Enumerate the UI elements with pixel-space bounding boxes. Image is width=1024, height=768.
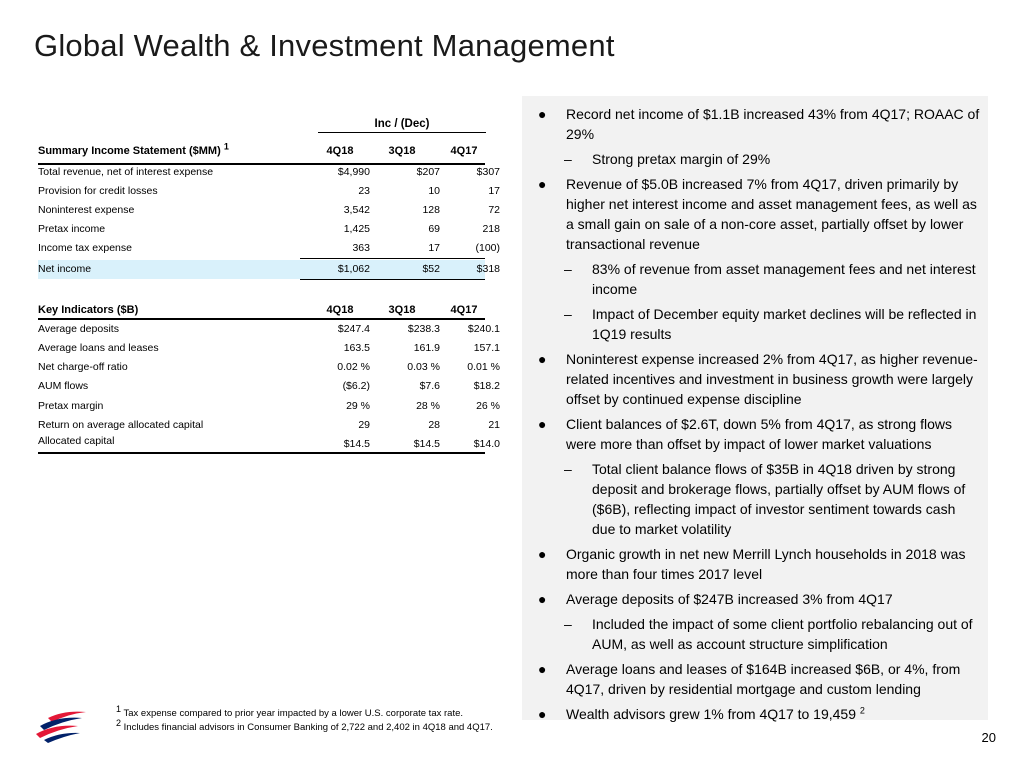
- commentary-panel: [522, 96, 988, 720]
- table-row: Noninterest expense 3,542 128 72: [38, 204, 500, 216]
- table-row: Income tax expense 363 17 (100): [38, 242, 500, 254]
- table-row: Pretax margin 29 % 28 % 26 %: [38, 400, 500, 412]
- divider: [300, 258, 485, 259]
- list-item: ● Client balances of $2.6T, down 5% from 4Q17, as strong flows were more than offset by impact of lower market valuations: [538, 416, 952, 452]
- table-row: Total revenue, net of interest expense $4,990 $207 $307: [38, 166, 500, 178]
- table-row: AUM flows ($6.2) $7.6 $18.2: [38, 380, 500, 392]
- page-title: Global Wealth & Investment Management: [34, 28, 615, 63]
- list-item: ● Record net income of $1.1B increased 43% from 4Q17; ROAAC of 29%: [538, 106, 980, 142]
- col-3q18: 3Q18: [388, 145, 416, 157]
- table-row: Return on average allocated capital 29 28 21: [38, 419, 500, 431]
- sub-list-item: – Included the impact of some client portfolio rebalancing out of AUM, as well as account structure simplification: [564, 616, 973, 652]
- col-3q18: 3Q18: [388, 304, 416, 316]
- list-item: ● Average loans and leases of $164B increased $6B, or 4%, from 4Q17, driven by residential mortgage and custom lending: [538, 661, 961, 697]
- flag-logo-icon: [34, 708, 90, 744]
- list-item: ● Noninterest expense increased 2% from 4Q17, as higher revenue-related incentives and investment in business growth were largely offset by continued expense discipline: [538, 351, 978, 407]
- income-table-title: Summary Income Statement ($MM) $^1$: [38, 141, 229, 157]
- bank-flag-logo: [34, 708, 90, 749]
- col-4q18: 4Q18: [326, 145, 354, 157]
- sub-list-item: – Total client balance flows of $35B in 4Q18 driven by strong deposit and brokerage flows, partially offset by AUM flows of ($6B), reflecting impact of investor sentiment towards cash due to market volatility: [564, 461, 966, 537]
- col-4q17: 4Q17: [450, 304, 478, 316]
- inc-dec-header: Inc / (Dec): [318, 118, 486, 133]
- table-row: Provision for credit losses 23 10 17: [38, 185, 500, 197]
- sub-list-item: – Strong pretax margin of 29%: [564, 151, 771, 167]
- sub-list-item: – 83% of revenue from asset management fees and net interest income: [564, 261, 976, 297]
- table-row: Allocated capital $14.5 $14.5 $14.0: [38, 435, 500, 450]
- divider: [38, 452, 485, 454]
- indicators-table-title: Key Indicators ($B): [38, 304, 139, 316]
- income-header-row: [38, 142, 488, 161]
- list-item: ● Wealth advisors grew 1% from 4Q17 to 19,459 $^2$: [538, 705, 865, 722]
- table-row: Pretax income 1,425 69 218: [38, 223, 500, 235]
- net-income-row: Net income $1,062 $52 $318: [38, 260, 485, 279]
- list-item: ● Average deposits of $247B increased 3% from 4Q17: [538, 591, 893, 607]
- divider: [38, 163, 485, 165]
- footnote-1: $^1$ Tax expense compared to prior year impacted by a lower U.S. corporate tax rate.: [116, 703, 464, 719]
- divider: [38, 318, 485, 320]
- table-row: Net charge-off ratio 0.02 % 0.03 % 0.01 %: [38, 361, 500, 373]
- col-4q17: 4Q17: [450, 145, 478, 157]
- table-row: Average deposits $247.4 $238.3 $240.1: [38, 323, 500, 335]
- sub-list-item: – Impact of December equity market declines will be reflected in 1Q19 results: [564, 306, 977, 342]
- bullet-list: [522, 104, 988, 729]
- divider: [300, 279, 485, 280]
- footnote-2: $^2$ Includes financial advisors in Consumer Banking of 2,722 and 2,402 in 4Q18 and 4Q17.: [116, 717, 493, 733]
- page-number: 20: [981, 730, 996, 745]
- table-row: Average loans and leases 163.5 161.9 157.1: [38, 342, 500, 354]
- list-item: ● Revenue of $5.0B increased 7% from 4Q17, driven primarily by higher net interest income and asset management fees, as well as a small gain on sale of a non-core asset, partially offset by lower transactional revenue: [538, 176, 977, 252]
- list-item: ● Organic growth in net new Merrill Lynch households in 2018 was more than four times 2017 level: [538, 546, 966, 582]
- col-4q18: 4Q18: [326, 304, 354, 316]
